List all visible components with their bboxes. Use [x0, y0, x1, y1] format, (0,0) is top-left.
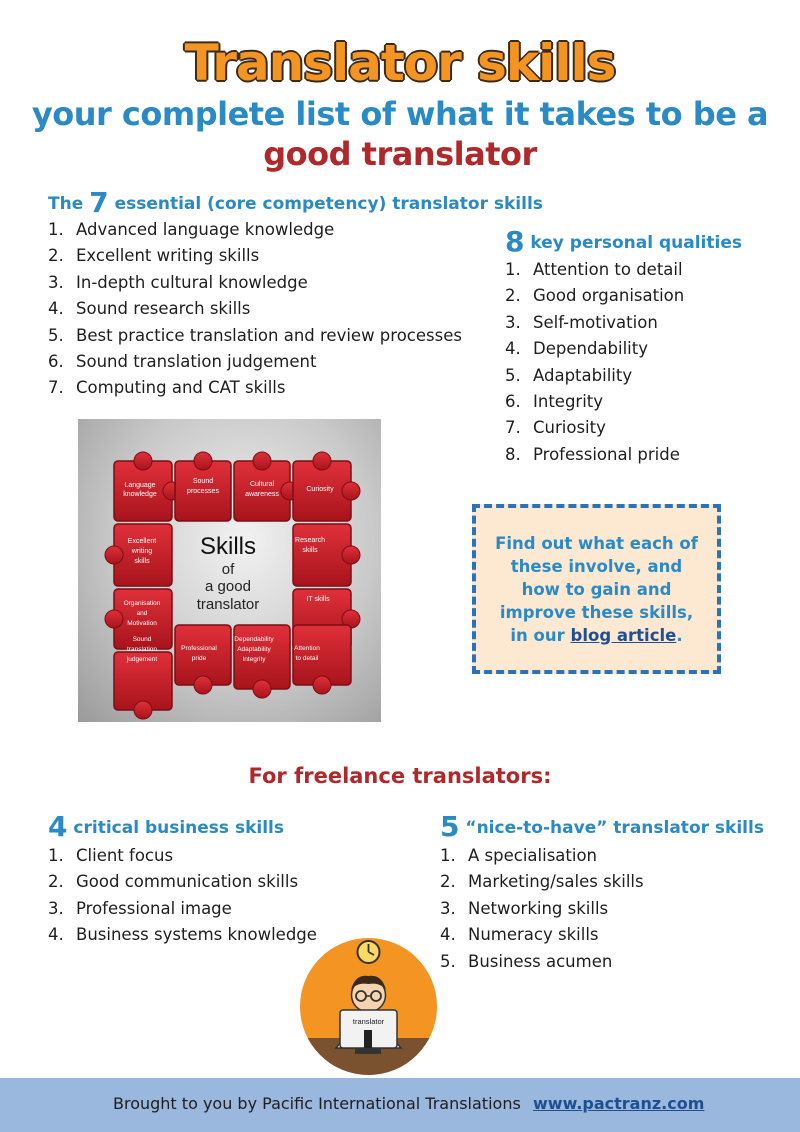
personal-qualities-heading: [505, 225, 742, 258]
svg-text:processes: processes: [187, 488, 219, 495]
list-item: 4. Dependability: [505, 339, 648, 359]
svg-text:judgement: judgement: [126, 656, 158, 663]
svg-text:Cultural: Cultural: [249, 481, 275, 488]
list-item: 1. A specialisation: [440, 846, 598, 865]
translator-avatar-illustration: [300, 938, 437, 1075]
core-skills-list: [48, 217, 462, 402]
puzzle-piece-processes: [175, 452, 231, 521]
personal-qualities-list: [505, 257, 684, 468]
svg-text:writing: writing: [131, 548, 153, 555]
nice-skills-heading: [440, 810, 764, 843]
laptop-label: translator: [352, 1017, 385, 1026]
svg-text:skills: skills: [134, 558, 150, 565]
list-item: 5. Business acumen: [440, 951, 613, 971]
svg-text:Sound: Sound: [132, 636, 152, 643]
svg-text:awareness: awareness: [245, 491, 279, 498]
business-skills-title: critical business skills: [73, 818, 284, 838]
business-skills-number: 4: [48, 810, 68, 843]
svg-text:translation: translation: [127, 646, 157, 653]
svg-text:Language: Language: [124, 482, 156, 489]
core-skills-title: essential (core competency) translator skills: [114, 194, 543, 214]
puzzle-center-title: Skills: [199, 533, 257, 560]
list-item: 3. Self-motivation: [505, 312, 658, 332]
svg-text:knowledge: knowledge: [123, 491, 157, 498]
puzzle-piece-research: [293, 524, 360, 586]
svg-text:Professional: Professional: [181, 645, 217, 652]
business-skills-list: [48, 843, 317, 949]
list-item: 4. Sound research skills: [48, 299, 251, 319]
footer-bar: [0, 1078, 800, 1132]
core-skills-number: 7: [89, 186, 109, 219]
list-item: 3. Networking skills: [440, 898, 609, 918]
svg-text:IT skills: IT skills: [306, 596, 330, 603]
blog-callout-text: Find out what each of these involve, and how to gain and improve these skills, in our blog article.: [495, 533, 698, 645]
svg-text:Curiosity: Curiosity: [306, 486, 334, 493]
puzzle-piece-writing: [105, 524, 172, 586]
svg-text:Adaptability: Adaptability: [237, 646, 271, 653]
list-item: 7. Curiosity: [505, 418, 606, 438]
clock-icon: [358, 941, 380, 963]
nice-skills-list: [440, 843, 644, 975]
svg-text:skills: skills: [302, 547, 318, 554]
list-item: 7. Computing and CAT skills: [48, 378, 286, 398]
puzzle-piece-cultural: [234, 452, 299, 521]
puzzle-piece-attention: [293, 625, 351, 694]
list-item: 2. Good communication skills: [48, 872, 299, 892]
core-skills-heading: [48, 186, 543, 219]
svg-text:Integrity: Integrity: [242, 656, 266, 663]
personal-qualities-title: key personal qualities: [530, 233, 742, 253]
blog-article-link[interactable]: blog article: [570, 625, 677, 645]
list-item: 8. Professional pride: [505, 444, 680, 464]
puzzle-center-line: translator: [196, 596, 260, 613]
list-item: 4. Business systems knowledge: [48, 925, 317, 945]
page-title: Translator skills: [184, 34, 616, 92]
svg-text:to detail: to detail: [295, 655, 319, 662]
list-item: 2. Marketing/sales skills: [440, 872, 644, 892]
list-item: 3. Professional image: [48, 898, 232, 918]
svg-text:Research: Research: [295, 537, 325, 544]
svg-text:Motivation: Motivation: [127, 620, 157, 627]
svg-text:Attention: Attention: [294, 645, 320, 652]
list-item: 1. Client focus: [48, 846, 174, 865]
svg-text:Sound: Sound: [192, 478, 214, 485]
puzzle-center-line: a good: [205, 578, 251, 595]
footer-credit: Brought to you by Pacific International Translations: [113, 1094, 521, 1113]
svg-text:Excellent: Excellent: [127, 538, 157, 545]
personal-qualities-number: 8: [505, 225, 525, 258]
business-skills-heading: [48, 810, 284, 843]
skills-puzzle-graphic: [78, 419, 381, 722]
list-item: 3. In-depth cultural knowledge: [48, 272, 308, 292]
list-item: 6. Sound translation judgement: [48, 351, 317, 371]
list-item: 1. Advanced language knowledge: [48, 220, 335, 239]
nice-skills-number: 5: [440, 810, 460, 843]
nice-skills-title: “nice-to-have” translator skills: [465, 818, 764, 838]
translator-avatar-svg: [300, 938, 437, 1075]
page-subtitle: your complete list of what it takes to be a: [31, 95, 769, 133]
core-skills-prefix: The: [48, 194, 84, 214]
list-item: 5. Adaptability: [505, 365, 633, 385]
svg-text:and: and: [136, 610, 148, 617]
list-item: 4. Numeracy skills: [440, 925, 599, 945]
puzzle-center-line: of: [221, 561, 235, 578]
blog-callout-box: [472, 504, 721, 674]
svg-text:pride: pride: [191, 655, 207, 662]
puzzle-piece-pride: [175, 625, 231, 694]
puzzle-piece-curiosity: [293, 452, 360, 521]
list-item: 2. Excellent writing skills: [48, 246, 260, 266]
list-item: 2. Good organisation: [505, 286, 685, 306]
puzzle-svg: [78, 419, 381, 722]
freelance-heading: For freelance translators:: [248, 764, 552, 788]
puzzle-piece-language: [114, 452, 181, 521]
svg-text:Dependability: Dependability: [234, 636, 274, 643]
list-item: 6. Integrity: [505, 391, 604, 411]
list-item: 5. Best practice translation and review processes: [48, 325, 462, 345]
footer-website-link[interactable]: www.pactranz.com: [533, 1094, 705, 1113]
page-subtitle-emphasis: good translator: [263, 135, 537, 173]
puzzle-piece-dependability: [234, 625, 290, 698]
list-item: 1. Attention to detail: [505, 260, 683, 279]
svg-text:Organisation: Organisation: [123, 600, 161, 607]
